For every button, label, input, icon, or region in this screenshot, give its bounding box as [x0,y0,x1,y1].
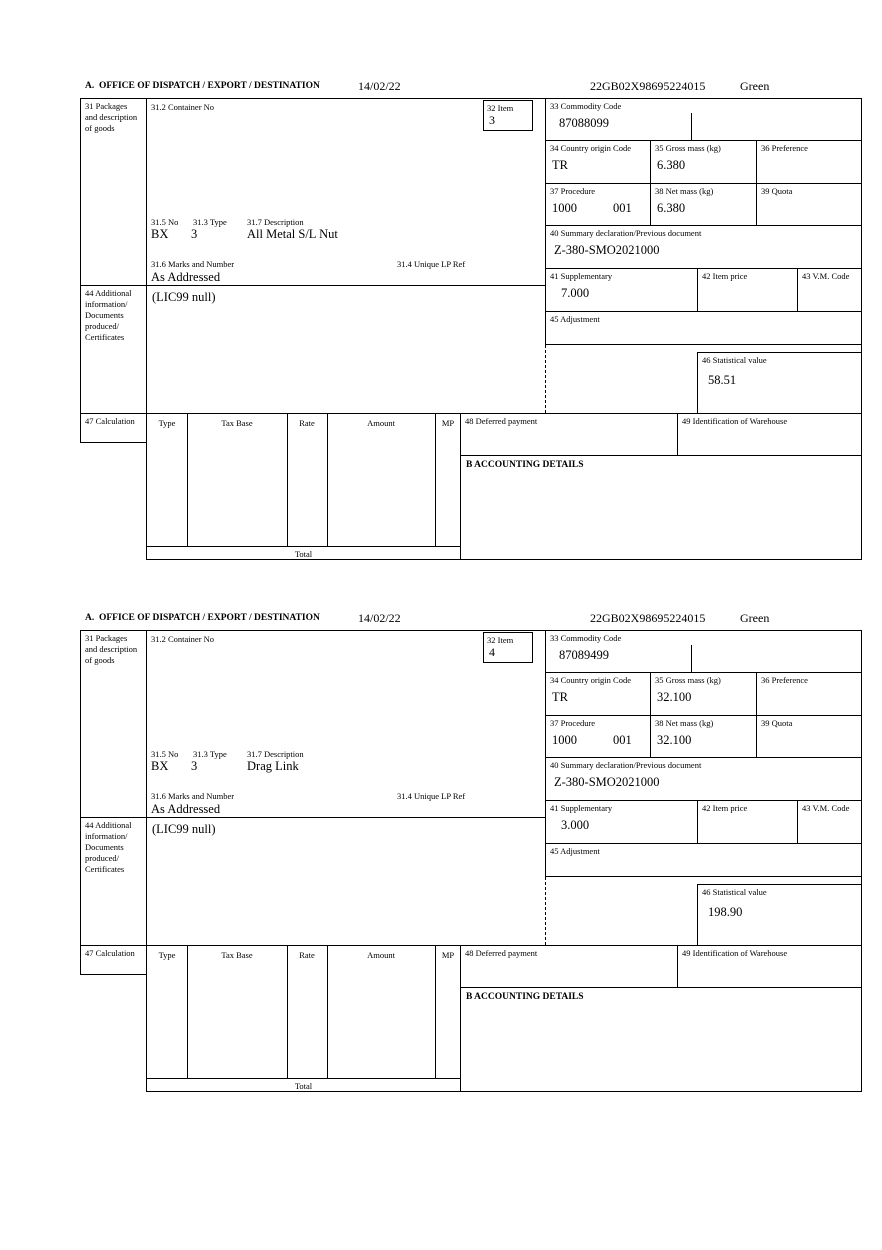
country-origin-value: TR [552,158,568,173]
col-header-rate: Rate [299,418,315,428]
box-47-calculation-label: 47 Calculation [80,413,146,443]
previous-document-value: Z-380-SMO2021000 [554,775,660,790]
box-35-gross-mass: 35 Gross mass (kg) 6.380 [650,140,756,183]
packages-type-label: 31.3 Type [193,749,227,759]
box-40-previous-document: 40 Summary declaration/Previous document Z-380-SMO2021000 [545,225,862,268]
box-38-net-mass: 38 Net mass (kg) 6.380 [650,183,756,225]
col-header-mp: MP [441,950,455,960]
packages-no-label: 31.5 No [151,749,179,759]
form-right-border [861,630,862,945]
office-of-dispatch-label: A. OFFICE OF DISPATCH / EXPORT / DESTINATION [85,613,320,623]
calculation-table [146,413,460,560]
commodity-code-divider [691,113,692,140]
box-b-accounting-details: B ACCOUNTING DETAILS [460,455,862,560]
box-32-item: 32 Item 3 [483,100,533,131]
table-divider [187,946,188,1078]
description-label: 31.7 Description [247,217,304,227]
supplementary-value: 7.000 [561,286,590,301]
supplementary-value: 3.000 [561,818,590,833]
box-34-country-origin: 34 Country origin Code TR [545,672,650,715]
box-36-preference: 36 Preference [756,672,862,715]
col-header-amount: Amount [367,418,395,428]
procedure-ext-value: 001 [613,201,632,216]
form-right-border [861,98,862,413]
box-45-adjustment: 45 Adjustment [545,311,862,345]
box-48-deferred-payment: 48 Deferred payment [460,945,677,987]
calculation-table [146,945,460,1092]
box-42-item-price: 42 Item price [697,268,797,311]
box-41-supplementary: 41 Supplementary 7.000 [545,268,697,311]
box-44-additional-info-label: 44 Additional information/ Documents produced/ Certificates [80,817,146,945]
goods-description-value: All Metal S/L Nut [247,227,338,241]
box-38-net-mass: 38 Net mass (kg) 32.100 [650,715,756,757]
box-46-statistical-value: 46 Statistical value 58.51 [697,352,862,413]
header-date: 14/02/22 [358,79,401,93]
office-of-dispatch-label: A. OFFICE OF DISPATCH / EXPORT / DESTINATION [85,81,320,91]
table-divider [435,414,436,546]
box-49-warehouse-id: 49 Identification of Warehouse [677,413,862,455]
unique-lp-ref-label: 31.4 Unique LP Ref [397,259,466,269]
container-no-label: 31.2 Container No [151,634,215,644]
box-39-quota: 39 Quota [756,715,862,757]
box-41-supplementary: 41 Supplementary 3.000 [545,800,697,843]
box-33-commodity-code: 33 Commodity Code 87088099 [545,98,862,140]
box-43-vm-code: 43 V.M. Code [797,268,862,311]
marks-and-number-label: 31.6 Marks and Number [151,791,235,801]
box-33-commodity-code: 33 Commodity Code 87089499 [545,630,862,672]
header-status-green: Green [740,611,770,625]
country-origin-value: TR [552,690,568,705]
box-32-item: 32 Item 4 [483,632,533,663]
net-mass-value: 32.100 [657,733,692,748]
col-header-rate: Rate [299,950,315,960]
packages-no-value: BX [151,759,169,773]
box-44-additional-info-label: 44 Additional information/ Documents produced/ Certificates [80,285,146,413]
box-31-packages-label: 31 Packages and description of goods [80,98,146,285]
box-46-statistical-value: 46 Statistical value 198.90 [697,884,862,945]
box-31-packages-label: 31 Packages and description of goods [80,630,146,817]
procedure-value: 1000 [552,733,577,748]
header-reference: 22GB02X98695224015 [590,611,706,625]
table-divider [187,414,188,546]
dashed-divider [545,345,697,413]
box-48-deferred-payment: 48 Deferred payment [460,413,677,455]
marks-value: As Addressed [151,270,221,284]
header-status-green: Green [740,79,770,93]
statistical-value: 198.90 [708,905,743,919]
goods-description-value: Drag Link [247,759,299,773]
table-divider [327,414,328,546]
box-44-additional-info-area [146,285,545,413]
header-reference: 22GB02X98695224015 [590,79,706,93]
col-header-amount: Amount [367,950,395,960]
box-42-item-price: 42 Item price [697,800,797,843]
previous-document-value: Z-380-SMO2021000 [554,243,660,258]
description-label: 31.7 Description [247,749,304,759]
box-43-vm-code: 43 V.M. Code [797,800,862,843]
net-mass-value: 6.380 [657,201,686,216]
packages-type-label: 31.3 Type [193,217,227,227]
procedure-value: 1000 [552,201,577,216]
additional-info-value: (LIC99 null) [152,290,216,304]
additional-info-value: (LIC99 null) [152,822,216,836]
box-47-calculation-label: 47 Calculation [80,945,146,975]
box-40-previous-document: 40 Summary declaration/Previous document Z-380-SMO2021000 [545,757,862,800]
packages-type-value: 3 [191,227,198,241]
col-header-tax-base: Tax Base [221,950,253,960]
total-row: Total [147,1078,460,1093]
col-header-mp: MP [441,418,455,428]
dashed-divider [545,877,697,945]
table-divider [287,946,288,1078]
container-no-label: 31.2 Container No [151,102,215,112]
col-header-type: Type [158,950,176,960]
declaration-item-block [80,78,862,560]
box-35-gross-mass: 35 Gross mass (kg) 32.100 [650,672,756,715]
table-divider [327,946,328,1078]
box-b-accounting-details: B ACCOUNTING DETAILS [460,987,862,1092]
box-49-warehouse-id: 49 Identification of Warehouse [677,945,862,987]
unique-lp-ref-label: 31.4 Unique LP Ref [397,791,466,801]
declaration-item-block [80,610,862,1092]
procedure-ext-value: 001 [613,733,632,748]
box-34-country-origin: 34 Country origin Code TR [545,140,650,183]
table-divider [287,414,288,546]
box-36-preference: 36 Preference [756,140,862,183]
statistical-value: 58.51 [708,373,737,387]
item-number-value: 4 [489,645,495,659]
commodity-code-value: 87089499 [559,648,609,663]
box-39-quota: 39 Quota [756,183,862,225]
col-header-type: Type [158,418,176,428]
header-date: 14/02/22 [358,611,401,625]
commodity-code-value: 87088099 [559,116,609,131]
table-divider [435,946,436,1078]
commodity-code-divider [691,645,692,672]
box-37-procedure: 37 Procedure 1000 001 [545,183,650,225]
packages-no-value: BX [151,227,169,241]
box-45-adjustment: 45 Adjustment [545,843,862,877]
col-header-tax-base: Tax Base [221,418,253,428]
box-37-procedure: 37 Procedure 1000 001 [545,715,650,757]
total-row: Total [147,546,460,561]
marks-value: As Addressed [151,802,221,816]
gross-mass-value: 6.380 [657,158,686,173]
gross-mass-value: 32.100 [657,690,692,705]
marks-and-number-label: 31.6 Marks and Number [151,259,235,269]
packages-type-value: 3 [191,759,198,773]
box-44-additional-info-area [146,817,545,945]
item-number-value: 3 [489,113,495,127]
packages-no-label: 31.5 No [151,217,179,227]
